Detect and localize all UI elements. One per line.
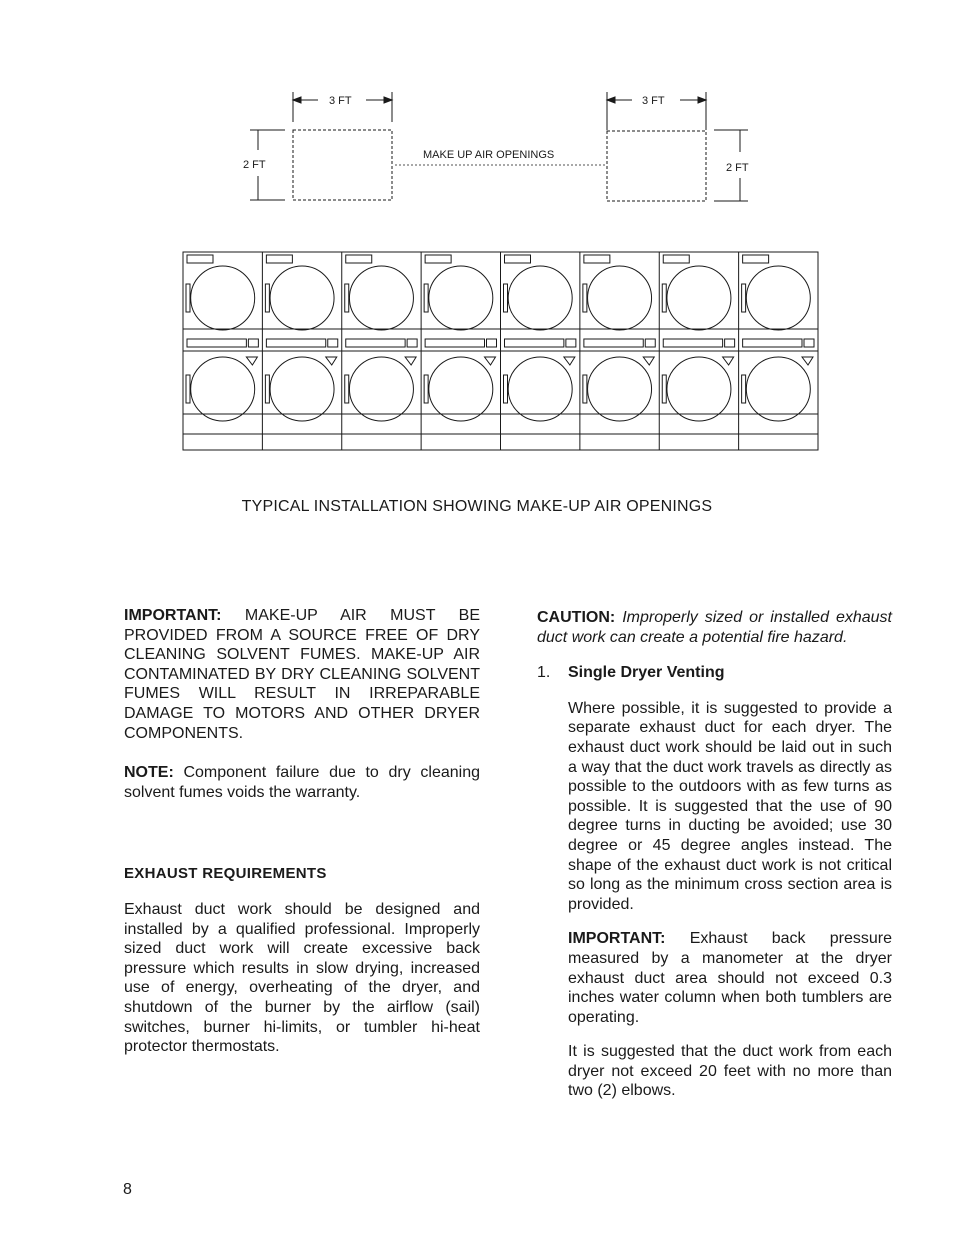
exhaust-requirements-body: Exhaust duct work should be designed and installed by a qualified professional. Improperly sized duct work will create excessive back pressure which results in slow drying, increased use of energy, overheating of the dryer, and shutdown of the burner by the airflow (sail) switches, burner hi-limits, or tumbler hi-heat protector thermostats. xyxy=(124,900,480,1056)
dryer-control-panel xyxy=(266,339,325,347)
right-height-label: 2 FT xyxy=(726,162,749,174)
dryer-hinge xyxy=(504,375,508,403)
dryer-door xyxy=(588,357,652,421)
dryer-door xyxy=(270,357,334,421)
dryer-control-panel xyxy=(346,255,372,263)
left-opening-dimension xyxy=(250,92,392,200)
installation-diagram xyxy=(0,0,954,480)
dryer-control-panel xyxy=(663,255,689,263)
dryer-door xyxy=(667,266,731,330)
dryer-hinge xyxy=(583,375,587,403)
left-column xyxy=(124,606,480,1057)
back-pressure-notice xyxy=(568,929,892,1027)
dryer-door xyxy=(270,266,334,330)
dryer-hinge xyxy=(345,375,349,403)
dryer-hinge xyxy=(345,284,349,312)
installation-figure xyxy=(0,0,954,480)
dryer-indicator xyxy=(804,339,814,347)
dryer-control-panel xyxy=(187,339,246,347)
exhaust-requirements-heading: EXHAUST REQUIREMENTS xyxy=(124,865,327,883)
dryer-hinge xyxy=(662,375,666,403)
dryer-door xyxy=(191,266,255,330)
right-opening-dimension xyxy=(607,92,748,201)
dryer-hinge xyxy=(265,284,269,312)
dryer-hinge xyxy=(662,284,666,312)
dryer-hinge xyxy=(742,375,746,403)
dryer-hinge xyxy=(186,284,190,312)
dryer-control-panel xyxy=(663,339,722,347)
left-height-label: 2 FT xyxy=(243,159,266,171)
dryer-hinge xyxy=(583,284,587,312)
dryer-indicator xyxy=(645,339,655,347)
dryer-bank xyxy=(183,252,818,450)
important-notice xyxy=(124,606,480,743)
dryer-hinge xyxy=(424,375,428,403)
dryer-vent xyxy=(326,357,337,365)
dryer-door xyxy=(349,266,413,330)
dryer-door xyxy=(429,357,493,421)
figure-caption: TYPICAL INSTALLATION SHOWING MAKE-UP AIR OPENINGS xyxy=(241,498,713,515)
single-dryer-venting-body: Where possible, it is suggested to provide a separate exhaust duct for each dryer. The exhaust duct work should be laid out in such a way that the duct work travels as directly as possible to the outdoors with as few turns as possible. It is suggested that the use of 90 degree turns in ducting be avoided; use 30 degree or 45 degree angles instead. The shape of the exhaust duct work is not critical so long as the minimum cross section area is provided. xyxy=(568,699,892,913)
item-title: Single Dryer Venting xyxy=(568,664,725,682)
dryer-door xyxy=(588,266,652,330)
dryer-door xyxy=(349,357,413,421)
make-up-air-openings-label: MAKE UP AIR OPENINGS xyxy=(423,149,555,161)
dryer-control-panel xyxy=(743,255,769,263)
important-lead: IMPORTANT: xyxy=(124,607,222,624)
dryer-control-panel xyxy=(743,339,802,347)
item-number: 1. xyxy=(537,664,551,682)
dryer-indicator xyxy=(328,339,338,347)
dryer-control-panel xyxy=(425,255,451,263)
right-width-label: 3 FT xyxy=(642,95,665,107)
dryer-control-panel xyxy=(584,339,643,347)
dryer-indicator xyxy=(407,339,417,347)
dryer-hinge xyxy=(186,375,190,403)
dryer-door xyxy=(508,357,572,421)
note-body: Component failure due to dry cleaning solvent fumes voids the warranty. xyxy=(124,764,481,801)
dryer-control-panel xyxy=(505,339,564,347)
dryer-vent xyxy=(246,357,257,365)
dryer-control-panel xyxy=(425,339,484,347)
dryer-indicator xyxy=(487,339,497,347)
duct-length-paragraph: It is suggested that the duct work from each dryer not exceed 20 feet with no more than two (2) elbows. xyxy=(568,1043,892,1100)
dryer-control-panel xyxy=(187,255,213,263)
note-lead: NOTE: xyxy=(124,764,174,782)
caution-lead: CAUTION: xyxy=(537,609,616,626)
dryer-indicator xyxy=(725,339,735,347)
left-width-label: 3 FT xyxy=(329,95,352,107)
note-paragraph xyxy=(124,763,480,802)
dryer-control-panel xyxy=(584,255,610,263)
dryer-door xyxy=(667,357,731,421)
dryer-indicator xyxy=(566,339,576,347)
dryer-door xyxy=(429,266,493,330)
dryer-hinge xyxy=(742,284,746,312)
back-pressure-lead: IMPORTANT: xyxy=(568,930,666,948)
dryer-indicator xyxy=(248,339,258,347)
right-column xyxy=(537,608,892,1101)
dryer-vent xyxy=(485,357,496,365)
dryer-hinge xyxy=(265,375,269,403)
dryer-hinge xyxy=(504,284,508,312)
dryer-door xyxy=(746,357,810,421)
dryer-vent xyxy=(802,357,813,365)
caution-notice xyxy=(537,608,892,647)
back-pressure-body: Exhaust back pressure measured by a manometer at the dryer exhaust duct area should not exceed 0.3 inches water column when both tumblers are operating. xyxy=(568,930,893,1026)
dryer-vent xyxy=(405,357,416,365)
important-body: MAKE-UP AIR MUST BE PROVIDED FROM A SOURCE FREE OF DRY CLEANING SOLVENT FUMES. MAKE-UP AIR CONTAMINATED BY DRY CLEANING SOLVENT FUMES WILL RESULT IN IRREPARABLE DAMAGE TO MOTORS AND OTHER DRYER COMPONENTS. xyxy=(124,607,480,742)
page-number: 8 xyxy=(123,1181,132,1198)
dryer-door xyxy=(508,266,572,330)
dryer-vent xyxy=(564,357,575,365)
dryer-hinge xyxy=(424,284,428,312)
dryer-vent xyxy=(643,357,654,365)
dryer-vent xyxy=(723,357,734,365)
dryer-door xyxy=(746,266,810,330)
dryer-control-panel xyxy=(505,255,531,263)
caution-body: Improperly sized or installed exhaust duct work can create a potential fire hazard. xyxy=(537,609,892,646)
dryer-control-panel xyxy=(266,255,292,263)
single-dryer-venting-heading xyxy=(537,663,892,683)
dryer-door xyxy=(191,357,255,421)
dryer-control-panel xyxy=(346,339,405,347)
